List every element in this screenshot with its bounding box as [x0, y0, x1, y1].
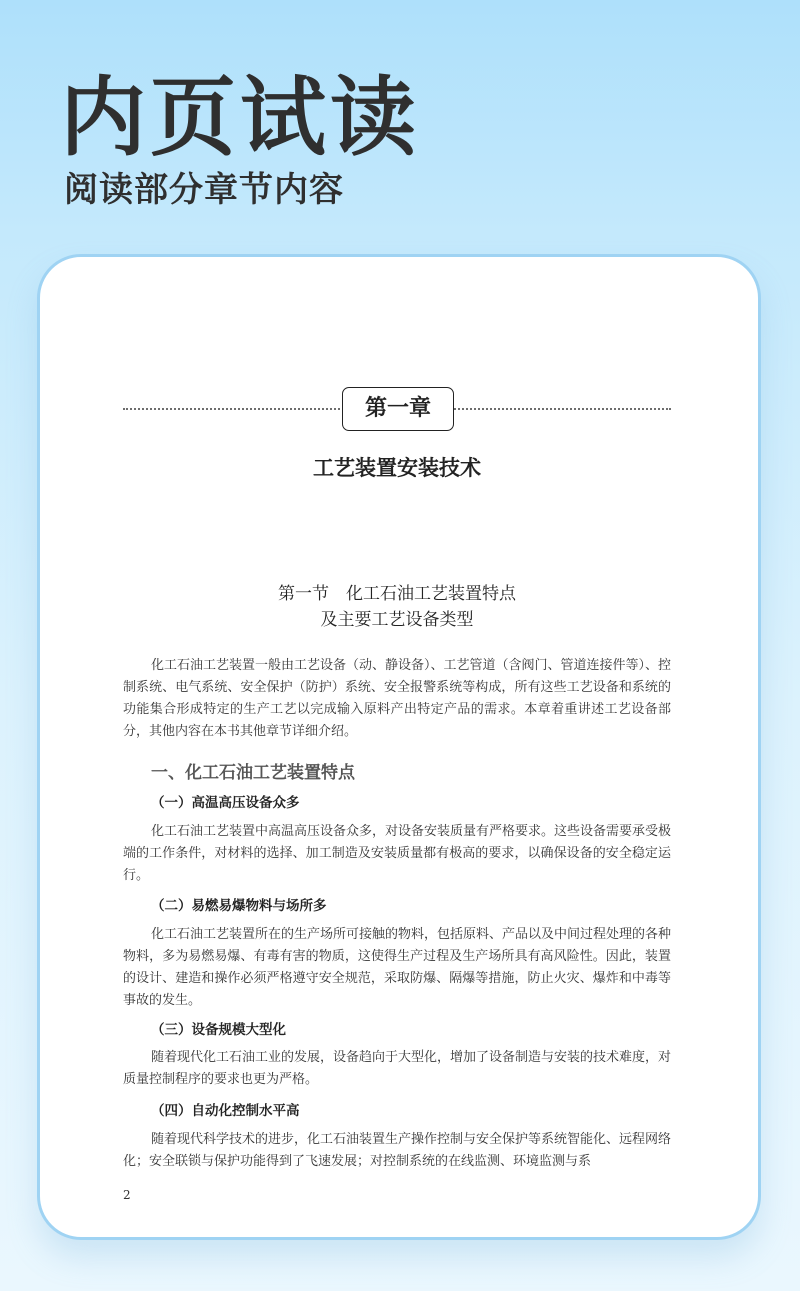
heading-level-1: 一、化工石油工艺装置特点 [151, 763, 355, 783]
promo-title: 内页试读 [60, 68, 420, 168]
section-title-line-1: 第一节 化工石油工艺装置特点 [278, 584, 516, 604]
subsection-heading: （四）自动化控制水平高 [151, 1103, 300, 1119]
book-page [123, 380, 671, 1200]
subsection-paragraph: 化工石油工艺装置中高温高压设备众多，对设备安装质量有严格要求。这些设备需要承受极端的工作条件，对材料的选择、加工制造及安装质量都有极高的要求，以确保设备的安全稳定运行。 [123, 824, 672, 883]
promo-subtitle: 阅读部分章节内容 [64, 170, 344, 210]
subsection-paragraph: 随着现代科学技术的进步，化工石油装置生产操作控制与安全保护等系统智能化、远程网络化；安全联锁与保护功能得到了飞速发展；对控制系统的在线监测、环境监测与系 [123, 1132, 672, 1169]
subsection-paragraph: 随着现代化工石油工业的发展，设备趋向于大型化，增加了设备制造与安装的技术难度，对质量控制程序的要求也更为严格。 [123, 1050, 672, 1087]
chapter-header [123, 387, 671, 431]
chapter-title: 工艺装置安装技术 [313, 455, 481, 480]
subsection-heading: （一）高温高压设备众多 [151, 795, 300, 811]
page-number: 2 [123, 1188, 131, 1202]
chapter-label: 第一章 [342, 387, 454, 431]
subsection-paragraph: 化工石油工艺装置所在的生产场所可接触的物料，包括原料、产品以及中间过程处理的各种物料，多为易燃易爆、有毒有害的物质，这使得生产过程及生产场所具有高风险性。因此，装置的设计、建造和操作必须严格遵守安全规范，采取防爆、隔爆等措施，防止火灾、爆炸和中毒等事故的发生。 [123, 927, 672, 1008]
section-title [123, 581, 671, 633]
subsection-heading: （三）设备规模大型化 [151, 1022, 286, 1038]
section-title-line-2: 及主要工艺设备类型 [320, 610, 474, 630]
intro-paragraph: 化工石油工艺装置一般由工艺设备（动、静设备）、工艺管道（含阀门、管道连接件等）、控制系统、电气系统、安全保护（防护）系统、安全报警系统等构成，所有这些工艺设备和系统的功能集合形成特定的生产工艺以完成输入原料产出特定产品的需求。本章着重讲述工艺设备部分，其他内容在本书其他章节详细介绍。 [123, 658, 672, 739]
subsection-heading: （二）易燃易爆物料与场所多 [151, 898, 327, 914]
